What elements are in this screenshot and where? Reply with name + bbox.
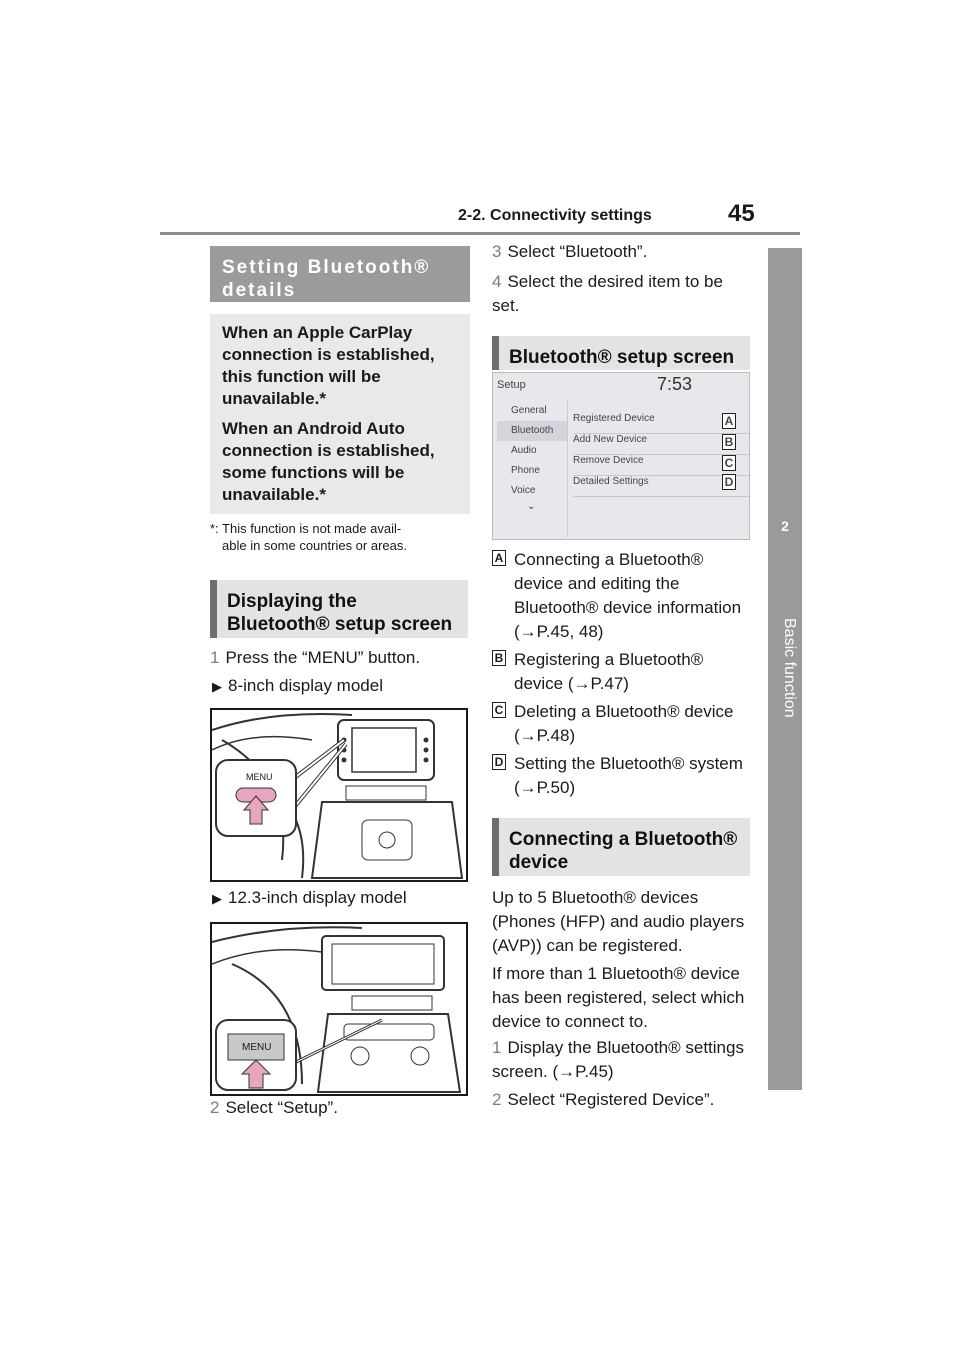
scroll-down-icon: ⌄ bbox=[527, 501, 536, 512]
note-android-auto: When an Android Auto connection is established, some functions will be unavailable.* bbox=[222, 419, 435, 504]
item-letter-c: C bbox=[492, 702, 506, 718]
step-number: 4 bbox=[492, 272, 502, 291]
item-letter-a: A bbox=[492, 550, 506, 566]
bullet-text: 8-inch display model bbox=[228, 676, 383, 695]
step-text: Press the “MENU” button. bbox=[225, 648, 421, 667]
menu-audio[interactable]: Audio bbox=[511, 445, 537, 456]
dashboard-12-inch-illustration bbox=[212, 924, 466, 1094]
bullet-12-inch bbox=[212, 886, 472, 911]
step-number: 1 bbox=[210, 648, 220, 667]
step-number: 2 bbox=[492, 1090, 502, 1109]
callout-a: A bbox=[722, 413, 736, 429]
item-c-text: Deleting a Bluetooth® device (→P.48) bbox=[514, 702, 734, 745]
callout-d: D bbox=[722, 474, 736, 490]
triangle-bullet-icon: ▶ bbox=[212, 891, 222, 906]
chapter-tab bbox=[768, 248, 802, 1090]
chapter-label: Basic function bbox=[781, 618, 798, 718]
bullet-8-inch bbox=[212, 674, 472, 699]
step-2 bbox=[210, 1096, 470, 1120]
section-heading-connecting: Connecting a Bluetooth® device bbox=[492, 818, 750, 876]
screen-left-menu bbox=[497, 401, 568, 537]
item-letter-b: B bbox=[492, 650, 506, 666]
option-add-new-device[interactable]: Add New Device bbox=[573, 434, 749, 455]
step-number: 2 bbox=[210, 1098, 220, 1117]
option-registered-device[interactable]: Registered Device bbox=[573, 413, 749, 434]
bullet-text: 12.3-inch display model bbox=[228, 888, 407, 907]
step-1 bbox=[210, 646, 470, 670]
dashboard-8-inch-illustration bbox=[212, 710, 466, 880]
bluetooth-setup-screen bbox=[492, 372, 750, 540]
menu-general[interactable]: General bbox=[511, 405, 547, 416]
item-b-text: Registering a Bluetooth® device (→P.47) bbox=[514, 650, 704, 693]
note-carplay: When an Apple CarPlay connection is established, this function will be unavailable.* bbox=[222, 323, 435, 408]
chapter-number: 2 bbox=[781, 518, 789, 534]
step-text: Select “Registered Device”. bbox=[507, 1090, 715, 1109]
step-text: Select “Setup”. bbox=[225, 1098, 338, 1117]
menu-voice[interactable]: Voice bbox=[511, 485, 536, 496]
screen-clock: 7:53 bbox=[657, 374, 693, 394]
item-d-text: Setting the Bluetooth® system (→P.50) bbox=[514, 754, 743, 797]
menu-bluetooth[interactable]: Bluetooth bbox=[497, 421, 567, 441]
callout-b: B bbox=[722, 434, 736, 450]
menu-phone[interactable]: Phone bbox=[511, 465, 540, 476]
step-text: Display the Bluetooth® settings screen. (→P.45) bbox=[492, 1038, 744, 1081]
screen-title: Setup bbox=[497, 379, 526, 391]
section-heading-displaying-setup: Displaying the Bluetooth® setup screen bbox=[210, 580, 468, 638]
option-detailed-settings[interactable]: Detailed Settings bbox=[573, 476, 749, 497]
footnote bbox=[210, 520, 470, 554]
item-letter-d: D bbox=[492, 754, 506, 770]
menu-button-label: MENU bbox=[246, 772, 273, 782]
triangle-bullet-icon: ▶ bbox=[212, 679, 222, 694]
footnote-line-1: *: This function is not made avail- bbox=[210, 521, 402, 536]
step-text: Select the desired item to be set. bbox=[492, 272, 723, 315]
page-number: 45 bbox=[728, 200, 755, 227]
figure-8-inch-dashboard bbox=[210, 708, 468, 882]
availability-note bbox=[210, 314, 470, 514]
menu-button-label: MENU bbox=[242, 1042, 272, 1053]
callout-c: C bbox=[722, 455, 736, 471]
step-number: 1 bbox=[492, 1038, 502, 1057]
step-3 bbox=[492, 240, 754, 264]
paragraph-register-limit: Up to 5 Bluetooth® devices (Phones (HFP) and audio players (AVP)) can be registered. bbox=[492, 888, 745, 955]
paragraph-select-device: If more than 1 Bluetooth® device has been registered, select which device to connect to. bbox=[492, 964, 745, 1031]
step-connect-2 bbox=[492, 1088, 754, 1112]
section-heading-setting-details: Setting Bluetooth® details bbox=[210, 246, 470, 302]
section-heading-setup-screen: Bluetooth® setup screen bbox=[492, 336, 750, 370]
header-divider bbox=[160, 232, 800, 235]
step-connect-1 bbox=[492, 1036, 754, 1084]
figure-12-inch-dashboard bbox=[210, 922, 468, 1096]
footnote-line-2: able in some countries or areas. bbox=[222, 538, 407, 553]
item-a-text: Connecting a Bluetooth® device and editing the Bluetooth® device information (→P.45, 48) bbox=[514, 550, 742, 641]
step-number: 3 bbox=[492, 242, 502, 261]
step-4 bbox=[492, 270, 754, 318]
option-remove-device[interactable]: Remove Device bbox=[573, 455, 749, 476]
section-title: 2-2. Connectivity settings bbox=[458, 207, 652, 224]
step-text: Select “Bluetooth”. bbox=[507, 242, 648, 261]
